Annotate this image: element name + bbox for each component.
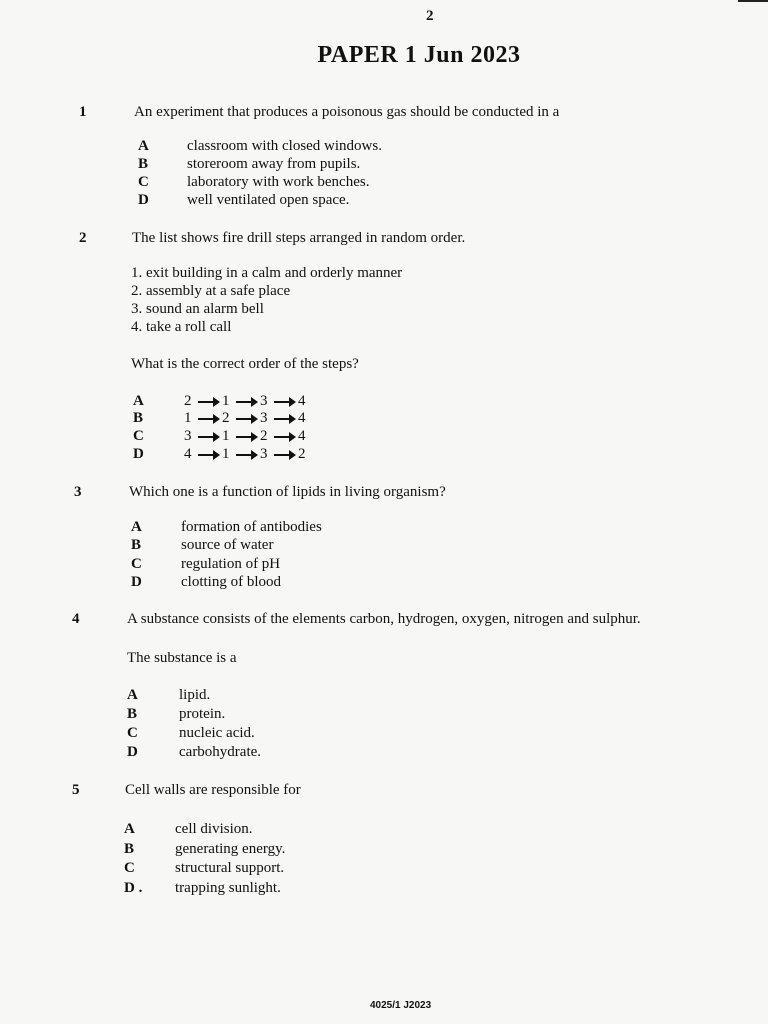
option-text: well ventilated open space. [187,192,350,208]
option-letter: B [124,841,135,857]
option-text: formation of antibodies [181,519,322,535]
question-stem: Cell walls are responsible for [125,782,301,798]
step-number: 2 [298,446,306,462]
option-letter: B [131,537,142,553]
option-letter: A [138,138,149,154]
question-sub-stem: What is the correct order of the steps? [131,356,359,372]
step-number: 4 [298,393,306,409]
question-stem: A substance consists of the elements carbon, hydrogen, oxygen, nitrogen and sulphur. [127,611,641,627]
option-letter: D [133,446,144,462]
step-number: 2 [184,393,192,409]
right-arrow-icon [198,414,220,424]
option-letter: C [133,428,144,444]
step-sequence [184,393,310,410]
step-number: 2 [260,428,268,444]
list-item: 1. exit building in a calm and orderly manner [131,265,403,281]
step-sequence [184,428,310,445]
option-text: classroom with closed windows. [187,138,382,154]
question-number: 4 [72,611,80,627]
right-arrow-icon [274,397,296,407]
step-number: 4 [184,446,192,462]
list-item: 3. sound an alarm bell [131,301,264,317]
option-text: lipid. [179,687,211,703]
step-number: 4 [298,410,306,426]
step-sequence [184,410,310,427]
question-stem: Which one is a function of lipids in living organism? [129,484,446,500]
step-number: 1 [184,410,192,426]
right-arrow-icon [274,432,296,442]
option-letter: B [138,156,149,172]
step-number: 3 [260,410,268,426]
question-number: 2 [79,230,87,246]
option-text: clotting of blood [181,574,281,590]
step-number: 3 [260,446,268,462]
list-item: 4. take a roll call [131,319,232,335]
list-item: 2. assembly at a safe place [131,283,291,299]
option-text: trapping sunlight. [175,880,281,896]
option-text: storeroom away from pupils. [187,156,361,172]
option-text: protein. [179,706,226,722]
step-number: 1 [222,446,230,462]
right-arrow-icon [198,450,220,460]
right-arrow-icon [274,450,296,460]
option-letter: C [124,860,135,876]
page-edge-mark [738,0,768,2]
paper-title: PAPER 1 Jun 2023 [317,42,521,68]
option-text: regulation of pH [181,556,281,572]
question-number: 3 [74,484,82,500]
option-letter: D [127,744,138,760]
option-letter: A [124,821,135,837]
right-arrow-icon [198,397,220,407]
option-text: cell division. [175,821,253,837]
right-arrow-icon [236,397,258,407]
step-number: 2 [222,410,230,426]
paper-code-footer: 4025/1 J2023 [370,1000,432,1011]
option-letter: C [131,556,142,572]
option-letter: B [127,706,138,722]
option-letter: B [133,410,144,426]
question-sub-stem: The substance is a [127,650,237,666]
option-letter: D [138,192,149,208]
option-letter: A [127,687,138,703]
option-text: structural support. [175,860,285,876]
option-text: source of water [181,537,274,553]
question-number: 5 [72,782,80,798]
step-number: 4 [298,428,306,444]
option-text: generating energy. [175,841,286,857]
step-number: 1 [222,393,230,409]
right-arrow-icon [236,450,258,460]
question-stem: An experiment that produces a poisonous gas should be conducted in a [134,104,560,120]
step-number: 3 [260,393,268,409]
right-arrow-icon [198,432,220,442]
right-arrow-icon [236,432,258,442]
step-sequence [184,446,310,463]
page-number: 2 [426,8,434,24]
option-letter: C [127,725,138,741]
option-letter: A [133,393,144,409]
option-letter: A [131,519,142,535]
option-text: nucleic acid. [179,725,255,741]
right-arrow-icon [236,414,258,424]
question-stem: The list shows fire drill steps arranged in random order. [132,230,466,246]
option-letter: D . [124,880,143,896]
step-number: 3 [184,428,192,444]
option-letter: C [138,174,149,190]
step-number: 1 [222,428,230,444]
right-arrow-icon [274,414,296,424]
question-number: 1 [79,104,87,120]
option-text: laboratory with work benches. [187,174,370,190]
option-text: carbohydrate. [179,744,262,760]
option-letter: D [131,574,142,590]
